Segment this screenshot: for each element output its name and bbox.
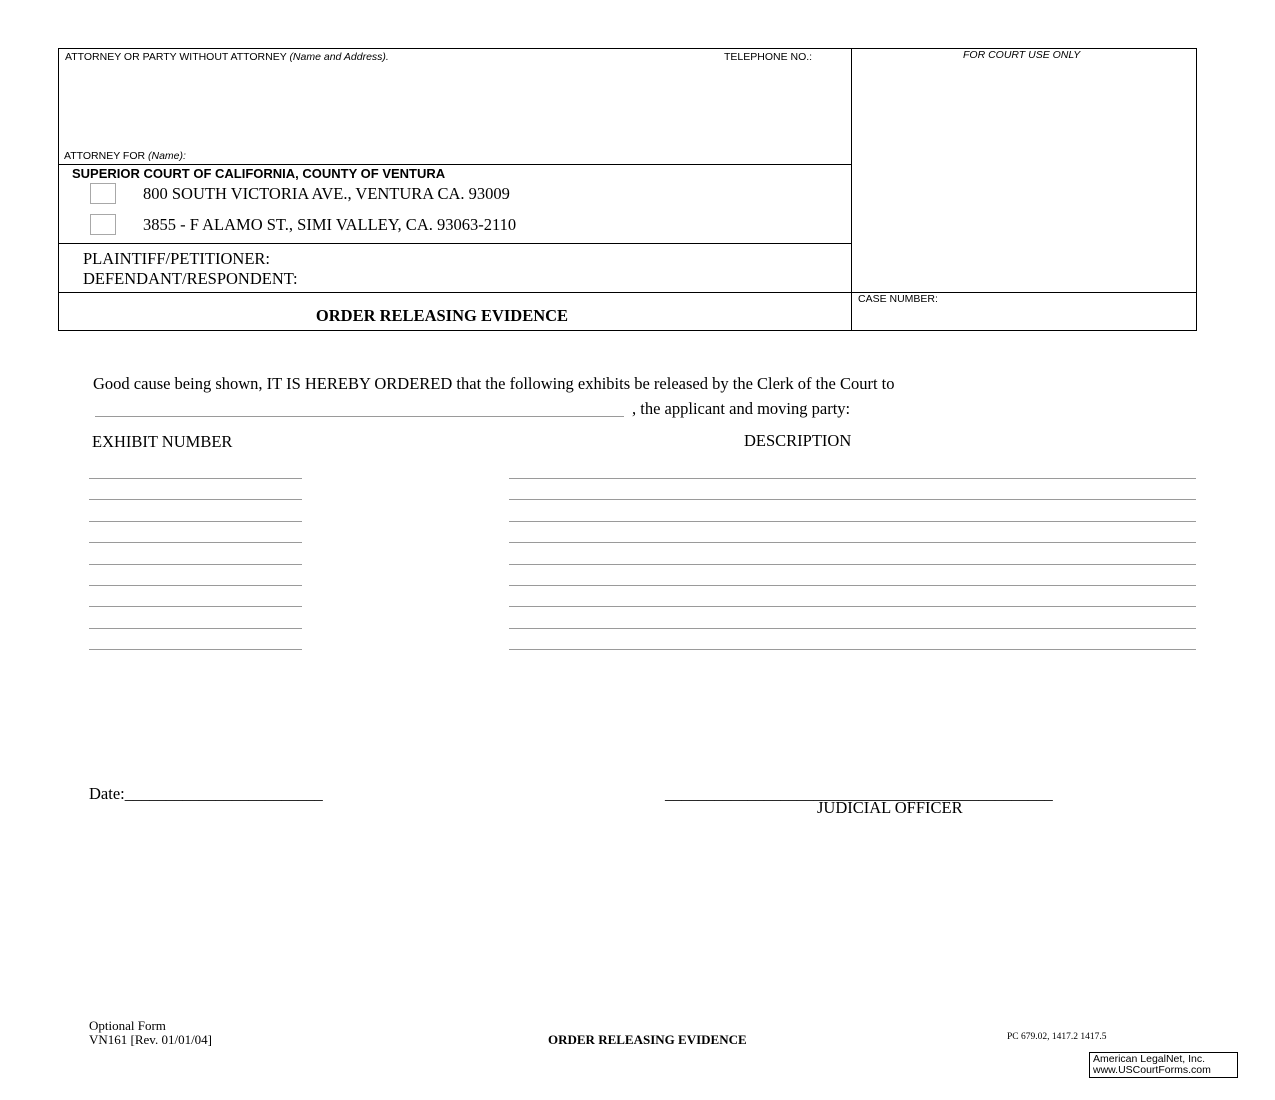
attorney-for-label: ATTORNEY FOR (Name): [64,150,186,162]
address-2-text: 3855 - F ALAMO ST., SIMI VALLEY, CA. 93063-2110 [143,215,517,234]
description-line[interactable] [509,585,1196,586]
exhibit-number-line[interactable] [89,628,302,629]
description-line[interactable] [509,521,1196,522]
plaintiff-label: PLAINTIFF/PETITIONER: [83,249,270,268]
description-line[interactable] [509,606,1196,607]
signature-line[interactable]: _______________________________________________ [665,784,1053,803]
judicial-officer-label: JUDICIAL OFFICER [817,798,963,817]
exhibit-number-line[interactable] [89,564,302,565]
attorney-label: ATTORNEY OR PARTY WITHOUT ATTORNEY (Name and Address). [65,51,389,63]
exhibit-number-header: EXHIBIT NUMBER [92,432,233,451]
date-field[interactable]: Date:________________________ [89,784,323,803]
description-line[interactable] [509,628,1196,629]
address-2-checkbox[interactable] [90,214,116,235]
court-use-label: FOR COURT USE ONLY [963,49,1081,61]
footer-form-info [89,1019,212,1047]
code-reference: PC 679.02, 1417.2 1417.5 [1007,1032,1107,1042]
caption-bottom-border [58,330,1197,331]
exhibit-number-line[interactable] [89,606,302,607]
exhibit-number-line[interactable] [89,499,302,500]
address-1-checkbox[interactable] [90,183,116,204]
publisher-name: American LegalNet, Inc. [1093,1053,1206,1065]
optional-form-label: Optional Form [89,1018,166,1033]
address-1-text: 800 SOUTH VICTORIA AVE., VENTURA CA. 93009 [143,184,510,203]
divider-after-court [58,243,851,244]
form-number: VN161 [Rev. 01/01/04] [89,1032,213,1047]
applicant-name-line[interactable] [95,416,624,417]
exhibit-number-line[interactable] [89,478,302,479]
caption-left-border [58,48,59,330]
description-line[interactable] [509,564,1196,565]
description-header: DESCRIPTION [744,431,852,450]
caption-right-border [1196,48,1197,330]
exhibit-number-line[interactable] [89,649,302,650]
exhibit-number-line[interactable] [89,521,302,522]
footer-title: ORDER RELEASING EVIDENCE [548,1032,747,1047]
court-name: SUPERIOR COURT OF CALIFORNIA, COUNTY OF VENTURA [72,166,446,181]
description-line[interactable] [509,478,1196,479]
caption-center-divider [851,48,852,330]
form-title: ORDER RELEASING EVIDENCE [315,306,569,325]
publisher-badge [1089,1052,1238,1078]
publisher-url: www.USCourtForms.com [1093,1064,1211,1076]
applicant-text: , the applicant and moving party: [632,399,851,418]
description-line[interactable] [509,649,1196,650]
order-text: Good cause being shown, IT IS HEREBY ORDERED that the following exhibits be released by the Clerk of the Court to [93,374,895,393]
description-line[interactable] [509,542,1196,543]
telephone-label: TELEPHONE NO.: [724,51,813,63]
defendant-label: DEFENDANT/RESPONDENT: [83,269,298,288]
description-line[interactable] [509,499,1196,500]
case-number-label: CASE NUMBER: [858,293,938,305]
exhibit-number-line[interactable] [89,542,302,543]
divider-before-title [58,292,1197,293]
divider-after-attorney [58,164,851,165]
exhibit-number-line[interactable] [89,585,302,586]
